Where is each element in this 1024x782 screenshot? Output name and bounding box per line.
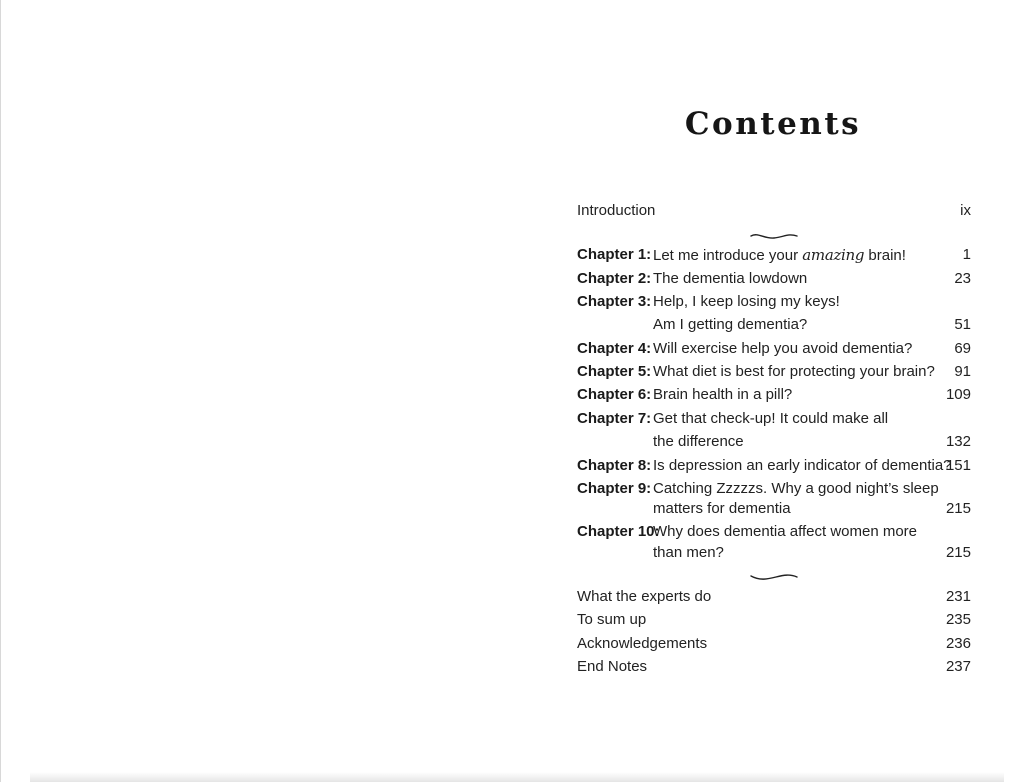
toc-entry-chapter-5[interactable] [577,362,971,382]
flourish-divider-bottom [750,572,798,582]
chapter-page: 151 [945,457,971,474]
chapter-label: Chapter 8: [577,457,652,474]
toc-entry-what-the-experts-do[interactable] [577,587,971,607]
page-title: Contents [684,106,862,142]
chapter-label: Chapter 4: [577,340,652,357]
chapter-page: 91 [954,363,971,380]
chapter-label: Chapter 1: [577,246,652,263]
chapter-title: Get that check-up! It could make all [653,410,889,427]
chapter-title: What diet is best for protecting your brain? [653,363,935,380]
flourish-divider-top [750,230,798,240]
toc-entry-chapter-1[interactable] [577,245,971,265]
toc-entry-end-notes[interactable] [577,657,971,677]
toc-entry-chapter-3-cont[interactable] [577,315,971,335]
chapter-label: Chapter 2: [577,270,652,287]
toc-entry-to-sum-up[interactable] [577,610,971,630]
toc-entry-chapter-10[interactable] [577,522,971,542]
entry-label: End Notes [577,658,648,675]
chapter-title: Help, I keep losing my keys! [653,293,840,310]
chapter-title: Will exercise help you avoid dementia? [653,340,913,357]
entry-label: To sum up [577,611,647,628]
chapter-title: Why does dementia affect women more [653,523,918,540]
entry-page: 237 [945,658,971,675]
chapter-title: Let me introduce your amazing brain! [653,246,906,264]
toc-entry-chapter-7[interactable] [577,409,971,429]
chapter-page: 215 [945,544,971,561]
entry-page: ix [960,202,971,219]
chapter-label: Chapter 10: [577,523,660,540]
toc-entry-chapter-8[interactable] [577,456,971,476]
chapter-page: 69 [954,340,971,357]
entry-label: Acknowledgements [577,635,708,652]
chapter-label: Chapter 6: [577,386,652,403]
chapter-label: Chapter 9: [577,480,652,497]
chapter-page: 1 [962,246,971,263]
chapter-title-emphasis: amazing [802,246,865,264]
toc-entry-chapter-10-cont[interactable] [577,543,971,563]
chapter-title-line2: Am I getting dementia? [653,316,808,333]
chapter-page: 132 [945,433,971,450]
toc-entry-chapter-7-cont[interactable] [577,432,971,452]
chapter-title: Is depression an early indicator of dementia? [653,457,952,474]
page-bottom-shadow [30,772,1004,782]
toc-entry-chapter-2[interactable] [577,269,971,289]
toc-entry-chapter-4[interactable] [577,339,971,359]
page-edge [0,0,1,782]
entry-page: 231 [945,588,971,605]
chapter-page: 51 [954,316,971,333]
entry-page: 236 [945,635,971,652]
toc-entry-chapter-9[interactable] [577,479,971,499]
entry-label: What the experts do [577,588,712,605]
toc-entry-chapter-9-cont[interactable] [577,499,971,519]
chapter-title-line2: matters for dementia [653,500,791,517]
chapter-page: 109 [945,386,971,403]
chapter-page: 215 [945,500,971,517]
chapter-title: The dementia lowdown [653,270,808,287]
toc-entry-acknowledgements[interactable] [577,634,971,654]
chapter-title: Brain health in a pill? [653,386,793,403]
entry-page: 235 [945,611,971,628]
chapter-label: Chapter 3: [577,293,652,310]
toc-entry-chapter-6[interactable] [577,385,971,405]
chapter-title: Catching Zzzzzs. Why a good night’s sleep [653,480,939,497]
toc-entry-chapter-3[interactable] [577,292,971,312]
toc-entry-introduction[interactable] [577,201,971,221]
chapter-title-line2: than men? [653,544,724,561]
chapter-label: Chapter 5: [577,363,652,380]
entry-label: Introduction [577,202,656,219]
chapter-title-line2: the difference [653,433,744,450]
chapter-page: 23 [954,270,971,287]
chapter-label: Chapter 7: [577,410,652,427]
